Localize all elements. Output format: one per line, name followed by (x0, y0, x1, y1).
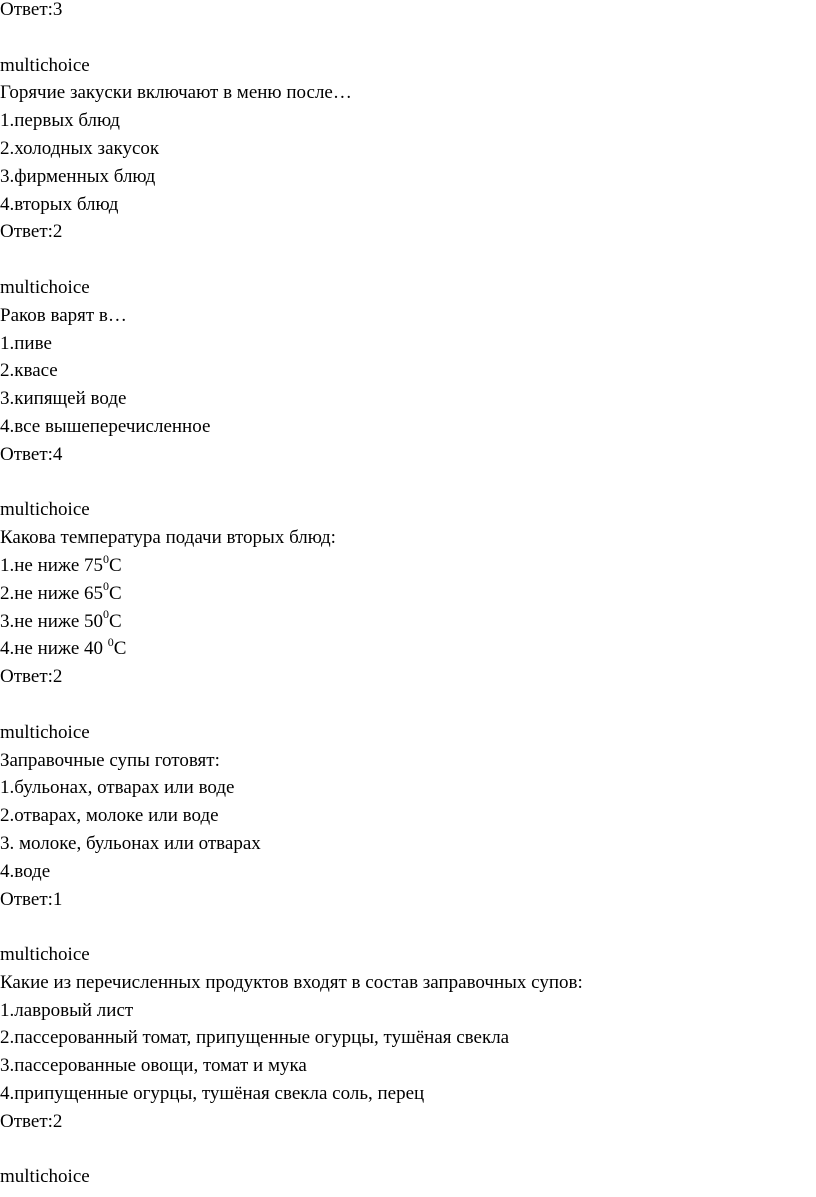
option-text: 1.не ниже 75 (0, 554, 103, 576)
question-block (0, 941, 816, 1136)
answer: Ответ:1 (0, 888, 63, 910)
option: 4.припущенные огурцы, тушёная свекла соль, перец (0, 1083, 425, 1105)
option: 1.лавровый лист (0, 999, 134, 1021)
question-type: multichoice (0, 54, 90, 76)
question-text: Горячие закуски включают в меню после… (0, 82, 352, 104)
option: 3. молоке, бульонах или отварах (0, 832, 261, 854)
spacer (0, 246, 816, 274)
option: 4.воде (0, 860, 51, 882)
previous-answer: Ответ:3 (0, 0, 63, 20)
option-unit: С (109, 610, 122, 632)
spacer (0, 913, 816, 941)
option-unit: С (109, 554, 122, 576)
spacer (0, 24, 816, 52)
option: 2.пассерованный томат, припущенные огурцы, тушёная свекла (0, 1027, 510, 1049)
degree-superscript: 0 (103, 551, 109, 566)
question-text: Какие из перечисленных продуктов входят в состав заправочных супов: (0, 971, 583, 993)
option (0, 580, 816, 608)
question-type: multichoice (0, 499, 90, 521)
question-type: multichoice (0, 1166, 90, 1188)
spacer (0, 1136, 816, 1164)
option-text: 4.не ниже 40 (0, 638, 108, 660)
degree-superscript: 0 (103, 579, 109, 594)
option (0, 552, 816, 580)
question-type: multichoice (0, 276, 90, 298)
option: 2.квасе (0, 360, 58, 382)
question-block (0, 496, 816, 691)
option: 1.бульонах, отварах или воде (0, 777, 235, 799)
answer: Ответ:2 (0, 666, 63, 688)
option: 3.кипящей воде (0, 388, 127, 410)
question-block (0, 274, 816, 469)
option-unit: С (113, 638, 127, 660)
question-type: multichoice (0, 721, 90, 743)
option (0, 608, 816, 636)
question-block (0, 719, 816, 914)
question-text: Заправочные супы готовят: (0, 749, 220, 771)
question-text: Какова температура подачи вторых блюд: (0, 527, 336, 549)
question-text: Раков варят в… (0, 304, 127, 326)
degree-superscript: 0 (107, 635, 114, 649)
option: 1.первых блюд (0, 110, 120, 132)
degree-superscript: 0 (103, 607, 109, 622)
option: 4.все вышеперечисленное (0, 415, 211, 437)
question-block (0, 1163, 816, 1191)
option: 4.вторых блюд (0, 193, 119, 215)
option: 1.пиве (0, 332, 52, 354)
option-text: 3.не ниже 50 (0, 610, 103, 632)
answer: Ответ:4 (0, 443, 63, 465)
option: 2.холодных закусок (0, 137, 160, 159)
option (0, 635, 816, 663)
spacer (0, 691, 816, 719)
answer: Ответ:2 (0, 1110, 63, 1132)
question-type: multichoice (0, 944, 90, 966)
option-unit: С (109, 582, 122, 604)
option: 3.пассерованные овощи, томат и мука (0, 1055, 307, 1077)
option: 2.отварах, молоке или воде (0, 805, 219, 827)
question-block (0, 52, 816, 247)
spacer (0, 469, 816, 497)
answer: Ответ:2 (0, 221, 63, 243)
option: 3.фирменных блюд (0, 165, 156, 187)
option-text: 2.не ниже 65 (0, 582, 103, 604)
